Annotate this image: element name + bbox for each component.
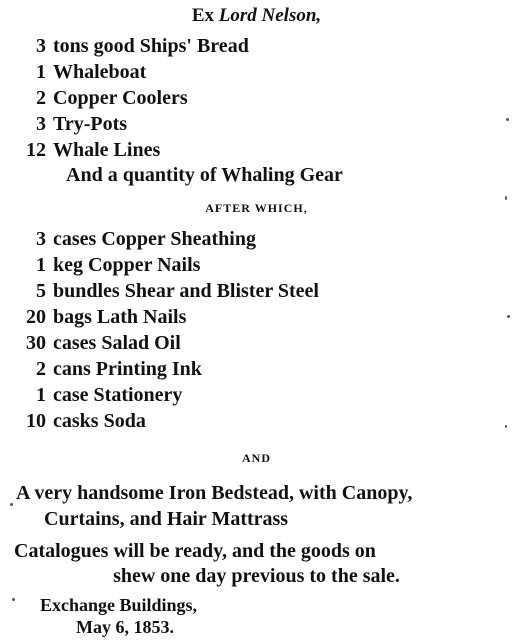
list-item	[8, 60, 146, 84]
item-quantity: 3	[36, 228, 46, 250]
list-item	[8, 409, 146, 433]
item-quantity: 1	[36, 254, 46, 276]
item-quantity: 12	[26, 139, 46, 161]
item-quantity: 5	[36, 280, 46, 302]
item-quantity: 1	[36, 61, 46, 83]
after-which-divider: AFTER WHICH,	[205, 201, 308, 215]
item-description: cases Copper Sheathing	[53, 228, 256, 250]
print-speck	[12, 598, 15, 601]
ship-heading	[0, 4, 513, 28]
item-description: keg Copper Nails	[53, 254, 201, 276]
bedstead-line-2: Curtains, and Hair Mattrass	[44, 508, 289, 530]
list-item	[8, 279, 319, 303]
list-item	[8, 34, 249, 58]
print-speck	[505, 196, 507, 200]
list-item	[8, 357, 202, 381]
item-description: Whaleboat	[53, 61, 147, 83]
item-description: Copper Coolers	[53, 87, 188, 109]
print-speck	[506, 118, 509, 121]
item-description: cans Printing Ink	[53, 358, 202, 380]
print-speck	[10, 503, 13, 506]
print-speck	[507, 315, 510, 318]
item-quantity: 3	[36, 113, 46, 135]
list-item	[8, 227, 256, 251]
item-quantity: 2	[36, 87, 46, 109]
list-item	[8, 331, 181, 355]
signature-date: May 6, 1853.	[76, 617, 174, 637]
item-description: cases Salad Oil	[53, 332, 181, 354]
item-quantity: 30	[26, 332, 46, 354]
bedstead-line-1: A very handsome Iron Bedstead, with Canopy,	[16, 482, 413, 504]
item-description: casks Soda	[53, 410, 146, 432]
item-description: tons good Ships' Bread	[53, 35, 249, 57]
item-description: case Stationery	[53, 384, 183, 406]
signature-place: Exchange Buildings,	[40, 595, 198, 615]
item-description: Whale Lines	[53, 139, 161, 161]
item-description: bags Lath Nails	[53, 306, 187, 328]
item-description: bundles Shear and Blister Steel	[53, 280, 319, 302]
list-item	[8, 112, 127, 136]
and-divider: AND	[242, 451, 271, 465]
item-quantity: 20	[26, 306, 46, 328]
item-quantity: 10	[26, 410, 46, 432]
ship-name: Lord Nelson,	[218, 5, 322, 26]
item-quantity: 2	[36, 358, 46, 380]
heading-prefix: Ex	[191, 5, 215, 26]
catalogue-line-2: shew one day previous to the sale.	[113, 565, 400, 587]
item-quantity: 3	[36, 35, 46, 57]
item-quantity: 1	[36, 384, 46, 406]
list-item	[8, 253, 200, 277]
list-item	[8, 138, 160, 162]
list-item	[8, 86, 188, 110]
list-item	[8, 383, 182, 407]
item-description: Try-Pots	[53, 113, 128, 135]
print-speck	[505, 425, 507, 428]
whaling-gear-note: And a quantity of Whaling Gear	[66, 164, 343, 186]
list-item	[8, 305, 186, 329]
catalogue-line-1: Catalogues will be ready, and the goods on	[14, 540, 376, 562]
